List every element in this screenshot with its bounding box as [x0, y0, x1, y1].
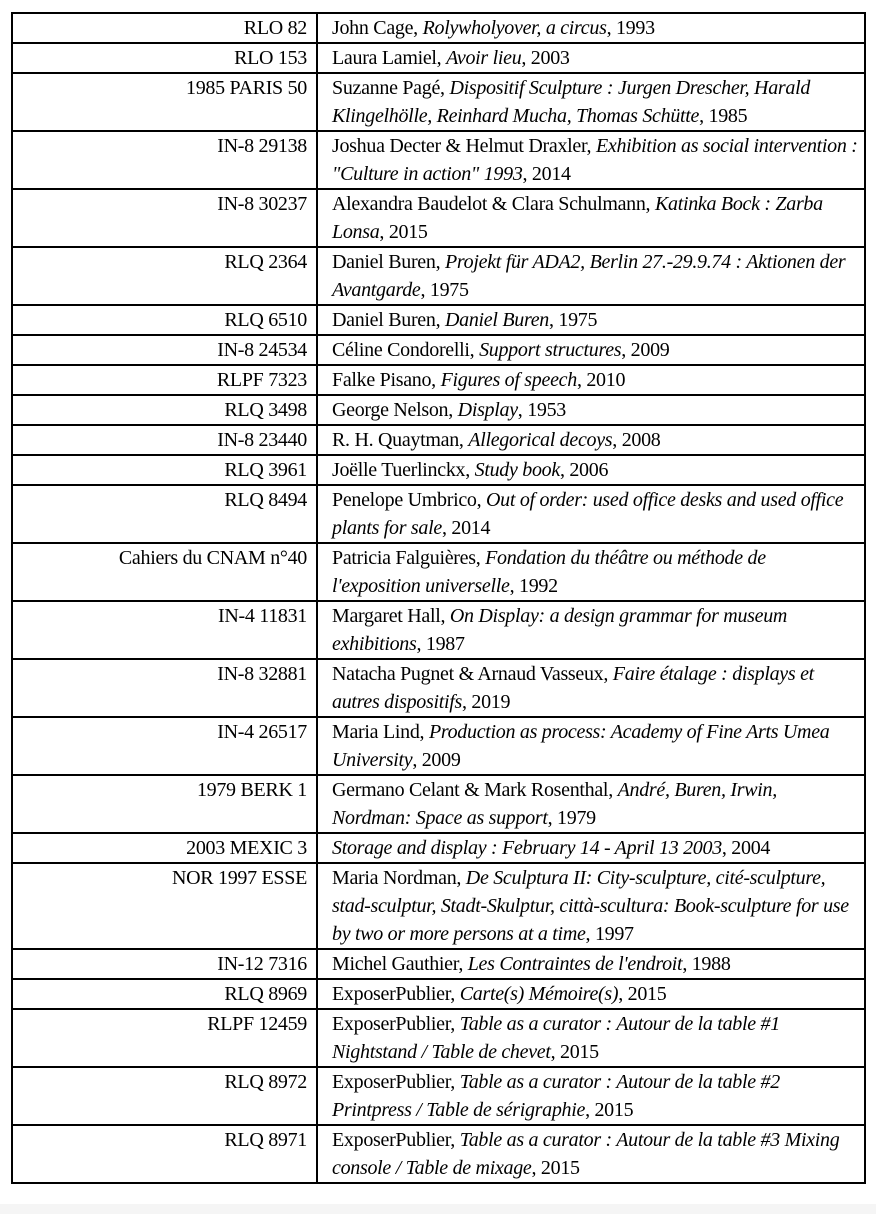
call-number-cell: IN-8 23440 — [12, 425, 317, 455]
table-row — [12, 1067, 865, 1125]
table-row — [12, 775, 865, 833]
citation-cell — [317, 1067, 865, 1125]
call-number-cell: RLQ 6510 — [12, 305, 317, 335]
citation-text-segment: R. H. Quaytman, — [332, 429, 469, 451]
citation-title-segment: Production as process: Academy of Fine Arts Umea University — [332, 721, 830, 771]
table-row — [12, 659, 865, 717]
citation-text-segment: Maria Nordman, — [332, 867, 466, 889]
citation-text-segment: George Nelson, — [332, 399, 458, 421]
citation-cell — [317, 1125, 865, 1183]
table-row — [12, 543, 865, 601]
call-number-cell: IN-8 29138 — [12, 131, 317, 189]
citation-text-segment: Suzanne Pagé, — [332, 77, 450, 99]
citation-title-segment: Les Contraintes de l'endroit — [467, 953, 683, 975]
citation-cell — [317, 247, 865, 305]
citation-title-segment: On Display: a design grammar for museum exhibitions — [332, 605, 788, 655]
citation-text-segment: , 1979 — [547, 807, 596, 829]
call-number-cell: RLQ 8494 — [12, 485, 317, 543]
citation-text-segment: Daniel Buren, — [332, 309, 445, 331]
citation-title-segment: Support structures — [479, 339, 622, 361]
citation-text-segment: John Cage, — [332, 17, 423, 39]
citation-text-segment: Falke Pisano, — [332, 369, 441, 391]
call-number-cell: RLPF 12459 — [12, 1009, 317, 1067]
citation-text-segment: , 1993 — [606, 17, 655, 39]
citation-text-segment: , 2003 — [521, 47, 570, 69]
citation-title-segment: Storage and display : February 14 - April 13 2003 — [332, 837, 722, 859]
citation-cell — [317, 717, 865, 775]
citation-title-segment: Carte(s) Mémoire(s) — [459, 983, 619, 1005]
citation-title-segment: Avoir lieu — [446, 47, 522, 69]
call-number-cell: IN-4 26517 — [12, 717, 317, 775]
citation-title-segment: Allegorical decoys — [468, 429, 613, 451]
citation-title-segment: Fondation du théâtre ou méthode de l'exposition universelle — [332, 547, 766, 597]
table-row — [12, 395, 865, 425]
call-number-cell: RLQ 8972 — [12, 1067, 317, 1125]
call-number-cell: IN-8 24534 — [12, 335, 317, 365]
citation-text-segment: , 2019 — [462, 691, 511, 713]
table-row — [12, 485, 865, 543]
call-number-cell: IN-8 30237 — [12, 189, 317, 247]
citation-text-segment: , 2008 — [612, 429, 661, 451]
call-number-cell: RLQ 2364 — [12, 247, 317, 305]
table-row — [12, 189, 865, 247]
citation-title-segment: Faire étalage : displays et autres dispositifs — [332, 663, 814, 713]
citation-text-segment: Natacha Pugnet & Arnaud Vasseux, — [332, 663, 613, 685]
citation-cell — [317, 365, 865, 395]
table-row — [12, 1009, 865, 1067]
citation-title-segment: Display — [457, 399, 518, 421]
citation-text-segment: , 2014 — [441, 517, 491, 539]
call-number-cell: 1985 PARIS 50 — [12, 73, 317, 131]
citation-text-segment: ExposerPublier, — [332, 983, 460, 1005]
table-row — [12, 247, 865, 305]
call-number-cell: IN-8 32881 — [12, 659, 317, 717]
citation-cell — [317, 13, 865, 43]
citation-cell — [317, 775, 865, 833]
table-row — [12, 601, 865, 659]
citation-cell — [317, 485, 865, 543]
citation-text-segment: , 1997 — [585, 923, 634, 945]
citation-cell — [317, 305, 865, 335]
call-number-cell: RLO 82 — [12, 13, 317, 43]
citation-cell — [317, 863, 865, 949]
citation-text-segment: , 2004 — [721, 837, 771, 859]
call-number-cell: RLQ 3961 — [12, 455, 317, 485]
citation-title-segment: André, Buren, Irwin, Nordman: Space as support — [332, 779, 777, 829]
citation-text-segment: , 2015 — [550, 1041, 599, 1063]
citation-cell — [317, 455, 865, 485]
citation-title-segment: Figures of speech — [440, 369, 577, 391]
citation-text-segment: ExposerPublier, — [332, 1129, 460, 1151]
table-row — [12, 455, 865, 485]
citation-title-segment: Exhibition as social intervention : "Culture in action" 1993 — [332, 135, 858, 185]
citation-title-segment: Out of order: used office desks and used office plants for sale — [332, 489, 844, 539]
page-bottom-strip — [0, 1204, 876, 1214]
citation-title-segment: Rolywholyover, a circus — [422, 17, 607, 39]
call-number-cell: NOR 1997 ESSE — [12, 863, 317, 949]
table-row — [12, 979, 865, 1009]
citation-text-segment: Michel Gauthier, — [332, 953, 468, 975]
citation-text-segment: Maria Lind, — [332, 721, 429, 743]
citation-cell — [317, 659, 865, 717]
citation-text-segment: Daniel Buren, — [332, 251, 445, 273]
table-row — [12, 833, 865, 863]
citation-title-segment: Dispositif Sculpture : Jurgen Drescher, Harald Klingelhölle, Reinhard Mucha, Thomas Schütte — [332, 77, 811, 127]
table-row — [12, 949, 865, 979]
citation-text-segment: , 2015 — [531, 1157, 580, 1179]
table-row — [12, 335, 865, 365]
citation-cell — [317, 949, 865, 979]
citation-cell — [317, 43, 865, 73]
call-number-cell: RLPF 7323 — [12, 365, 317, 395]
table-row — [12, 43, 865, 73]
citation-text-segment: , 2009 — [621, 339, 670, 361]
citation-text-segment: , 1987 — [416, 633, 465, 655]
citation-text-segment: , 2009 — [412, 749, 461, 771]
table-row — [12, 717, 865, 775]
call-number-cell: 1979 BERK 1 — [12, 775, 317, 833]
citation-title-segment: Projekt für ADA2, Berlin 27.-29.9.74 : Aktionen der Avantgarde — [332, 251, 846, 301]
citation-text-segment: ExposerPublier, — [332, 1071, 460, 1093]
bibliography-table-body — [12, 13, 865, 1183]
citation-cell — [317, 395, 865, 425]
citation-cell — [317, 601, 865, 659]
citation-text-segment: , 1953 — [517, 399, 566, 421]
citation-cell — [317, 131, 865, 189]
citation-title-segment: Daniel Buren — [445, 309, 549, 331]
citation-text-segment: Céline Condorelli, — [332, 339, 480, 361]
citation-title-segment: Study book — [474, 459, 560, 481]
citation-text-segment: Joëlle Tuerlinckx, — [332, 459, 475, 481]
citation-text-segment: Margaret Hall, — [332, 605, 450, 627]
citation-cell — [317, 833, 865, 863]
citation-title-segment: Table as a curator : Autour de la table #2 Printpress / Table de sérigraphie — [332, 1071, 780, 1121]
call-number-cell: RLO 153 — [12, 43, 317, 73]
bibliography-table — [11, 12, 866, 1184]
citation-cell — [317, 979, 865, 1009]
citation-title-segment: Table as a curator : Autour de la table #1 Nightstand / Table de chevet — [332, 1013, 780, 1063]
call-number-cell: IN-12 7316 — [12, 949, 317, 979]
citation-text-segment: , 1985 — [699, 105, 748, 127]
citation-text-segment: Laura Lamiel, — [332, 47, 447, 69]
citation-cell — [317, 73, 865, 131]
table-row — [12, 365, 865, 395]
citation-text-segment: , 2015 — [618, 983, 667, 1005]
citation-text-segment: Patricia Falguières, — [332, 547, 486, 569]
citation-cell — [317, 335, 865, 365]
table-row — [12, 73, 865, 131]
citation-text-segment: Joshua Decter & Helmut Draxler, — [332, 135, 596, 157]
call-number-cell: RLQ 8971 — [12, 1125, 317, 1183]
call-number-cell: RLQ 3498 — [12, 395, 317, 425]
citation-text-segment: ExposerPublier, — [332, 1013, 460, 1035]
citation-cell — [317, 189, 865, 247]
citation-title-segment: De Sculptura II: City-sculpture, cité-sculpture, stad-sculptur, Stadt-Skulptur, città-scultura: Book-sculpture for use by two or more persons at a time — [332, 867, 849, 945]
citation-text-segment: , 2015 — [585, 1099, 634, 1121]
citation-title-segment: Katinka Bock : Zarba Lonsa — [332, 193, 823, 243]
table-row — [12, 13, 865, 43]
citation-text-segment: Penelope Umbrico, — [332, 489, 487, 511]
table-row — [12, 131, 865, 189]
citation-text-segment: , 2010 — [576, 369, 626, 391]
citation-cell — [317, 1009, 865, 1067]
citation-text-segment: , 1992 — [509, 575, 558, 597]
citation-text-segment: Alexandra Baudelot & Clara Schulmann, — [332, 193, 655, 215]
citation-text-segment: , 1975 — [548, 309, 598, 331]
citation-text-segment: , 2014 — [522, 163, 571, 185]
citation-title-segment: Table as a curator : Autour de la table #3 Mixing console / Table de mixage — [332, 1129, 840, 1179]
table-row — [12, 305, 865, 335]
table-row — [12, 425, 865, 455]
call-number-cell: IN-4 11831 — [12, 601, 317, 659]
citation-text-segment: , 2015 — [379, 221, 428, 243]
call-number-cell: Cahiers du CNAM n°40 — [12, 543, 317, 601]
citation-cell — [317, 425, 865, 455]
citation-text-segment: Germano Celant & Mark Rosenthal, — [332, 779, 618, 801]
citation-text-segment: , 1975 — [420, 279, 469, 301]
citation-text-segment: , 1988 — [682, 953, 731, 975]
citation-cell — [317, 543, 865, 601]
citation-text-segment: , 2006 — [559, 459, 609, 481]
call-number-cell: RLQ 8969 — [12, 979, 317, 1009]
table-row — [12, 1125, 865, 1183]
call-number-cell: 2003 MEXIC 3 — [12, 833, 317, 863]
table-row — [12, 863, 865, 949]
